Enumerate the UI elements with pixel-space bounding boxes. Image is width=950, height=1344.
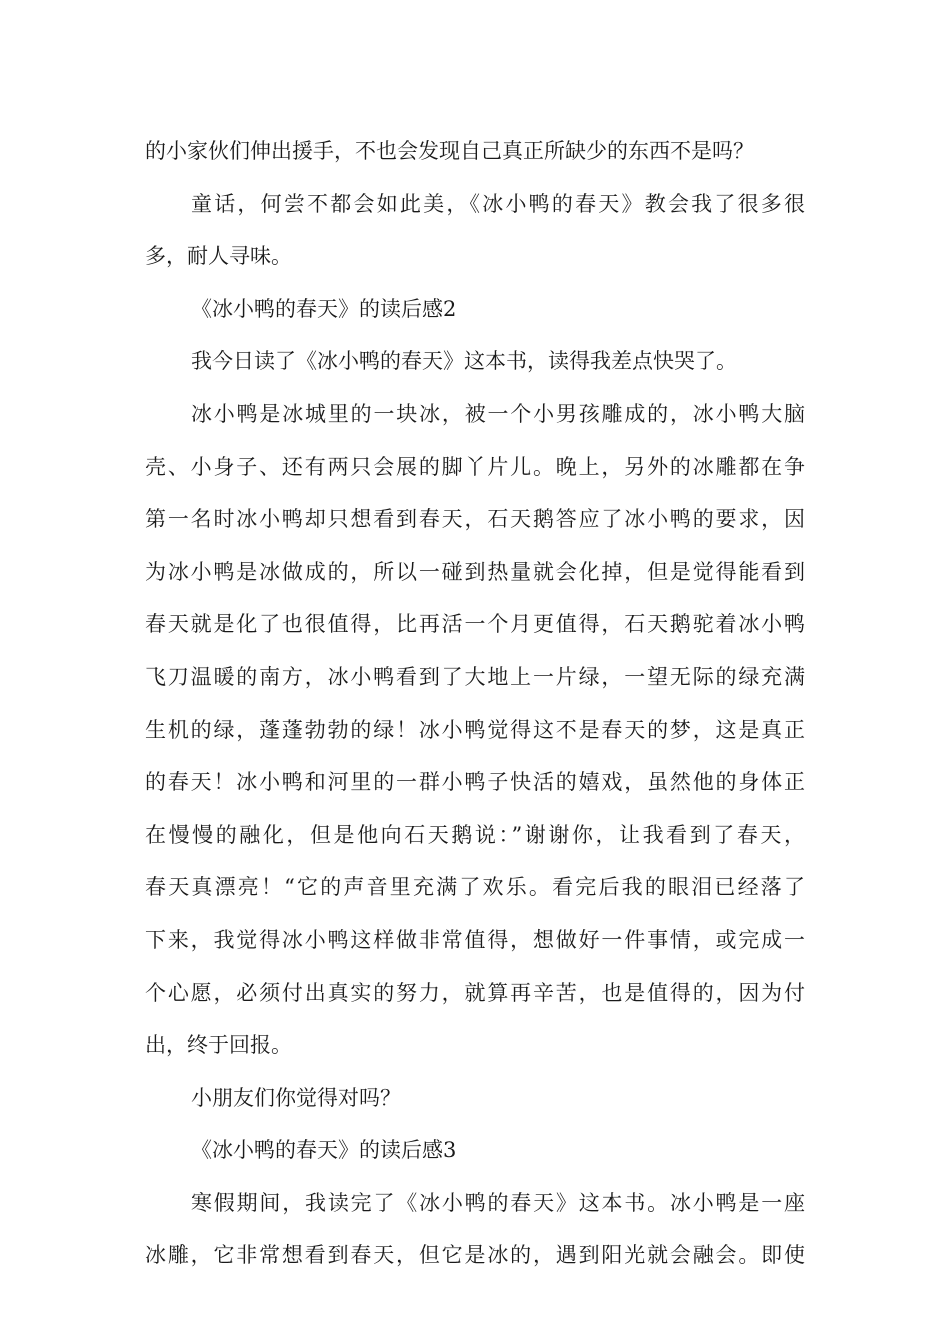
section-heading: 《冰小鸭的春天》的读后感3	[191, 1138, 457, 1163]
text-line: 寒假期间，我读完了《冰小鸭的春天》这本书。冰小鸭是一座	[191, 1190, 805, 1215]
section-heading: 《冰小鸭的春天》的读后感2	[191, 296, 457, 321]
text-line: 为冰小鸭是冰做成的，所以一碰到热量就会化掉，但是觉得能看到	[145, 559, 805, 584]
text-line: 壳、小身子、还有两只会展的脚丫片儿。晚上，另外的冰雕都在争	[145, 454, 805, 479]
text-line: 出，终于回报。	[145, 1033, 292, 1058]
text-line: 的小家伙们伸出援手，不也会发现自己真正所缺少的东西不是吗？	[145, 139, 754, 163]
text-line: 我今日读了《冰小鸭的春天》这本书，读得我差点快哭了。	[191, 349, 737, 374]
text-line: 生机的绿，蓬蓬勃勃的绿！冰小鸭觉得这不是春天的梦，这是真正	[145, 717, 805, 742]
text-line: 的春天！冰小鸭和河里的一群小鸭子快活的嬉戏，虽然他的身体正	[145, 770, 805, 795]
text-line: 春天真漂亮！“它的声音里充满了欢乐。看完后我的眼泪已经落了	[145, 875, 805, 900]
text-line: 在慢慢的融化，但是他向石天鹅说：”谢谢你，让我看到了春天，	[145, 822, 805, 847]
text-line: 飞刀温暖的南方，冰小鸭看到了大地上一片绿，一望无际的绿充满	[145, 664, 805, 689]
text-line: 冰雕，它非常想看到春天，但它是冰的，遇到阳光就会融会。即使	[145, 1243, 805, 1268]
text-line: 下来，我觉得冰小鸭这样做非常值得，想做好一件事情，或完成一	[145, 927, 805, 952]
text-line: 冰小鸭是冰城里的一块冰，被一个小男孩雕成的，冰小鸭大脑	[191, 401, 805, 426]
text-line: 多，耐人寻味。	[145, 244, 292, 269]
document-body	[145, 125, 805, 1282]
text-line: 童话，何尝不都会如此美，《冰小鸭的春天》教会我了很多很	[191, 191, 805, 216]
text-line: 第一名时冰小鸭却只想看到春天，石天鹅答应了冰小鸭的要求，因	[145, 507, 805, 532]
text-line: 春天就是化了也很值得，比再活一个月更值得，石天鹅驼着冰小鸭	[145, 612, 805, 637]
text-line: 个心愿，必须付出真实的努力，就算再辛苦，也是值得的，因为付	[145, 980, 805, 1005]
text-line: 小朋友们你觉得对吗？	[191, 1085, 401, 1110]
